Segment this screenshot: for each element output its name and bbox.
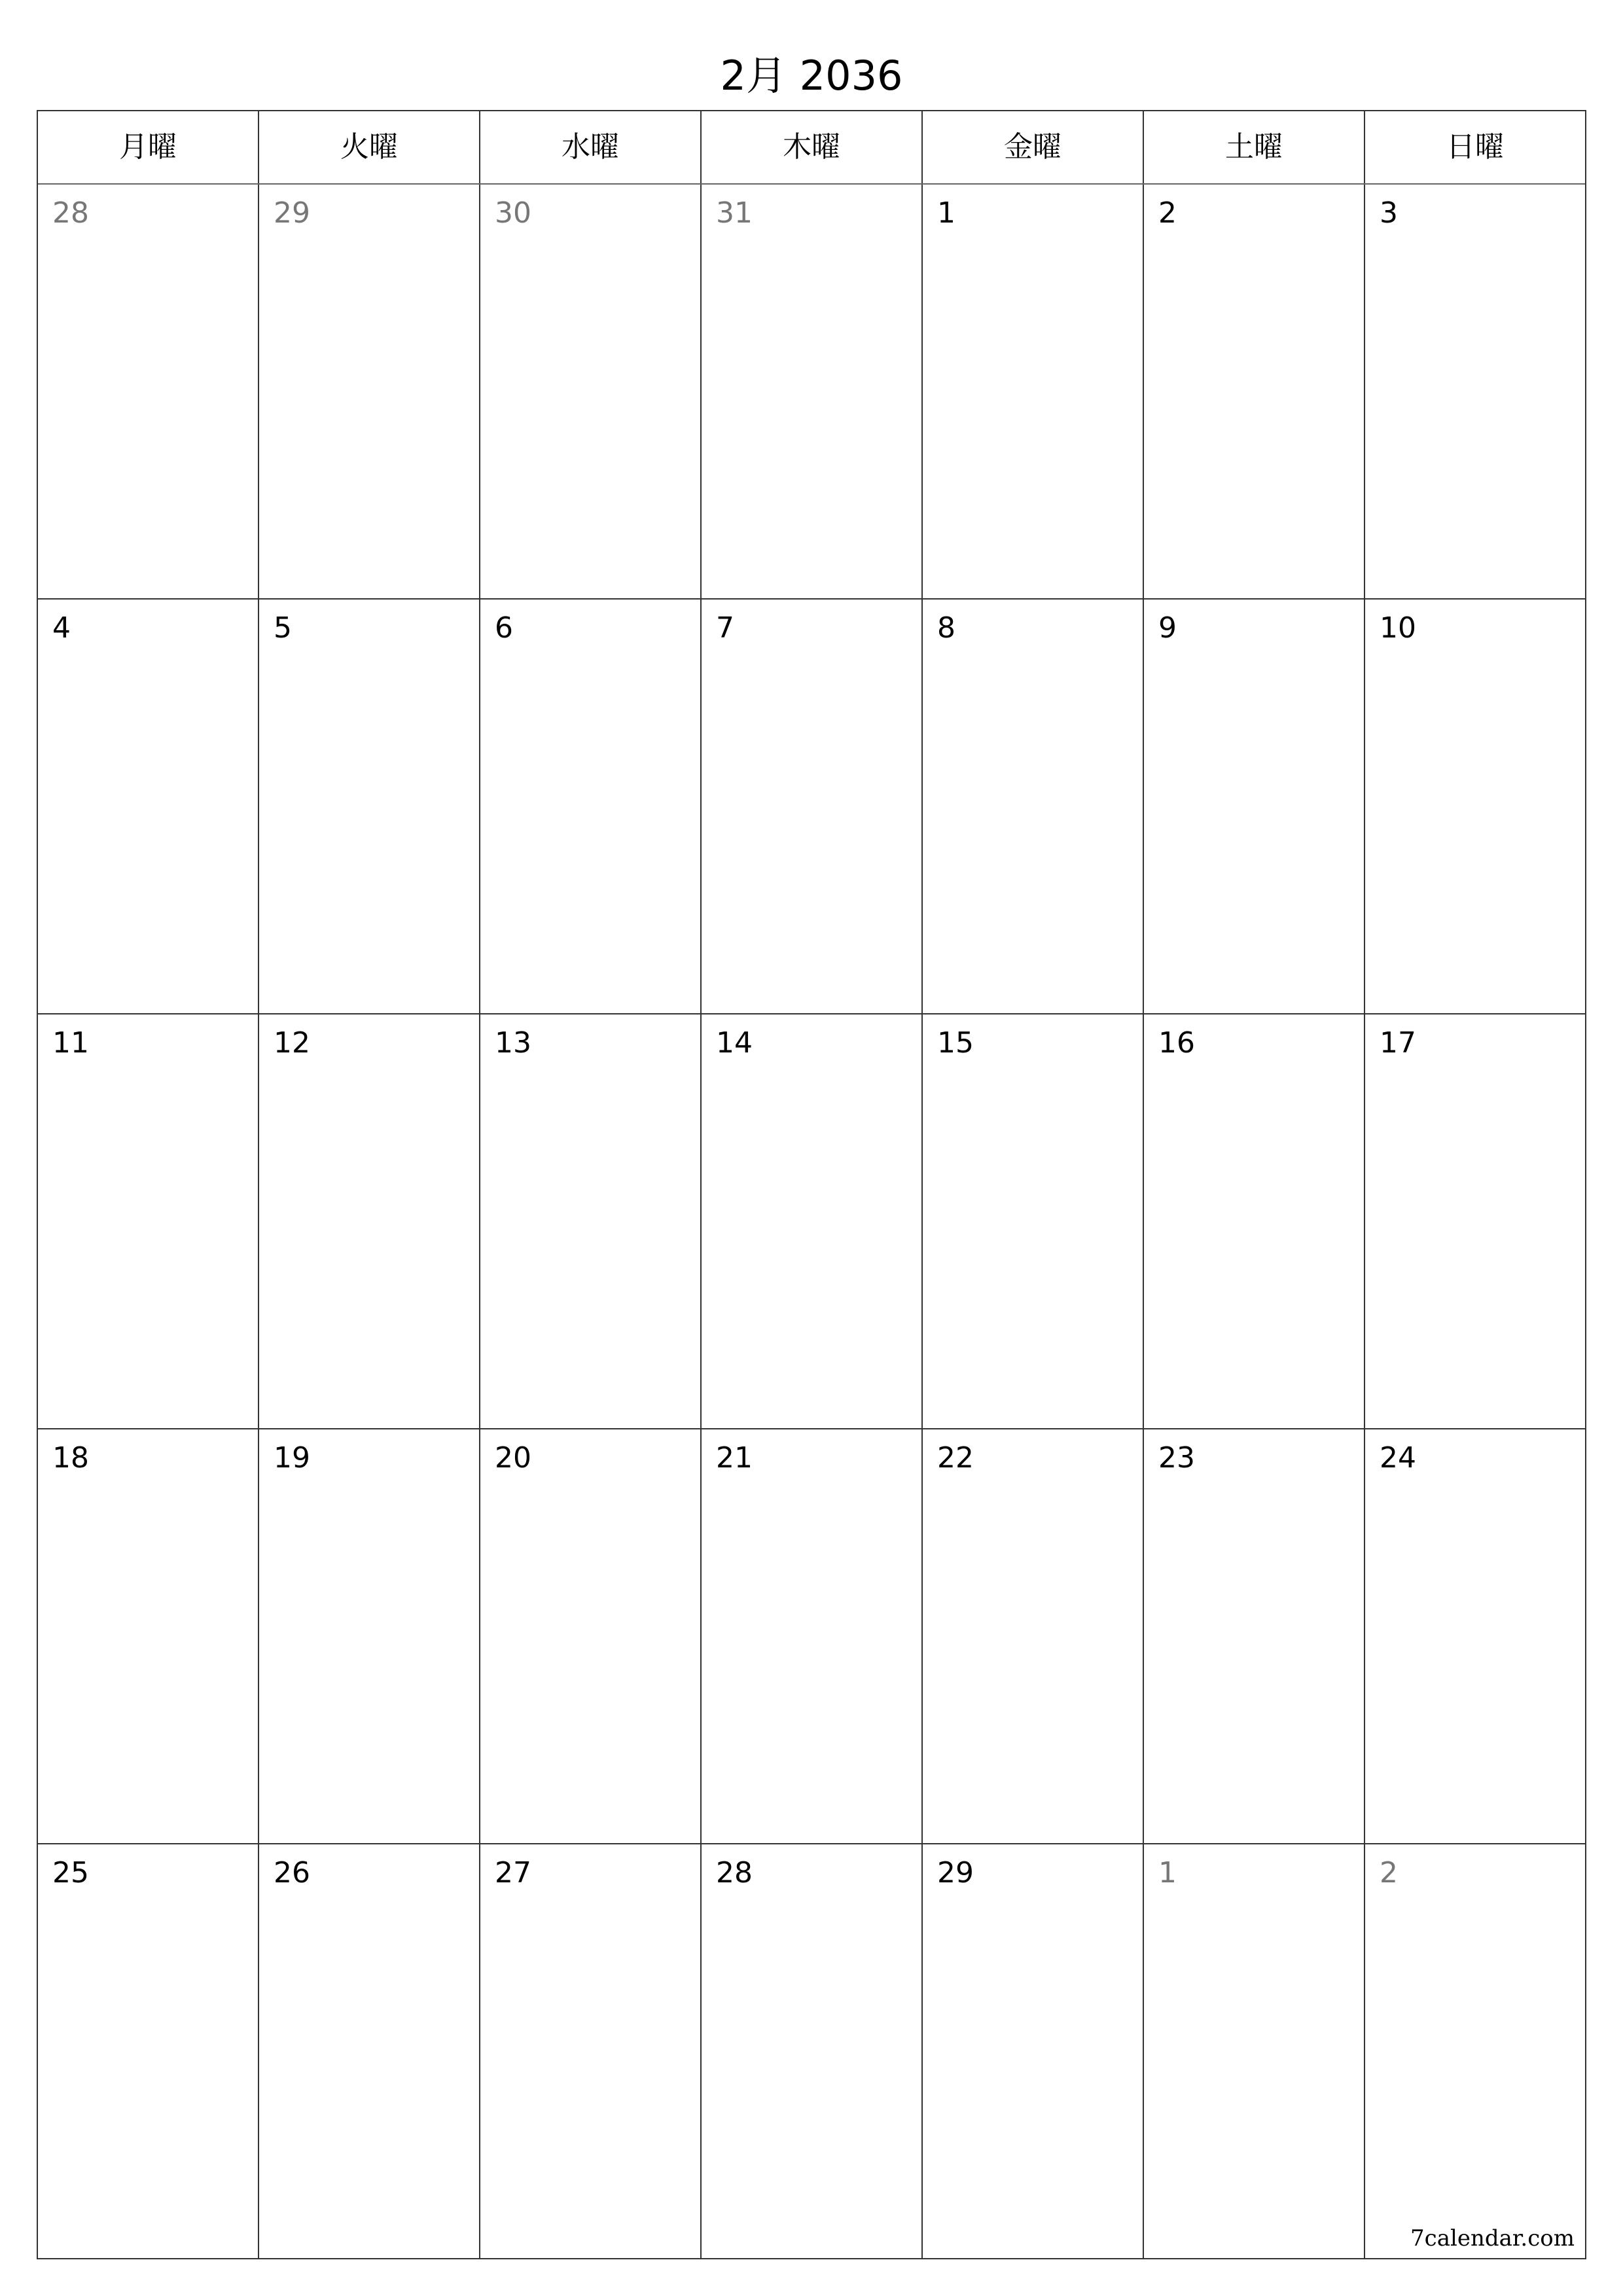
day-number: 3 (1380, 196, 1398, 230)
weekday-wed: 水曜 (480, 111, 702, 183)
day-number: 22 (937, 1441, 974, 1475)
day-number: 25 (52, 1856, 89, 1890)
day-number: 7 (716, 611, 734, 645)
day-number: 14 (716, 1026, 753, 1060)
day-cell[interactable] (38, 1844, 259, 2258)
day-cell[interactable] (702, 600, 923, 1013)
day-number: 9 (1158, 611, 1177, 645)
week-row (38, 1014, 1585, 1429)
day-cell-other-month[interactable] (480, 185, 702, 598)
weekday-header (38, 111, 1585, 185)
day-number: 2 (1380, 1856, 1398, 1890)
day-number: 2 (1158, 196, 1177, 230)
day-number: 29 (274, 196, 310, 230)
day-cell[interactable] (923, 1429, 1144, 1843)
day-cell[interactable] (1365, 1014, 1585, 1428)
day-cell-other-month[interactable] (1144, 1844, 1365, 2258)
day-number: 12 (274, 1026, 310, 1060)
day-cell[interactable] (923, 600, 1144, 1013)
day-number: 8 (937, 611, 955, 645)
day-cell[interactable] (702, 1014, 923, 1428)
day-cell[interactable] (259, 600, 480, 1013)
week-row (38, 1844, 1585, 2258)
weekday-fri: 金曜 (923, 111, 1144, 183)
day-cell[interactable] (923, 1014, 1144, 1428)
day-cell[interactable] (480, 1429, 702, 1843)
day-cell-other-month[interactable] (38, 185, 259, 598)
week-row (38, 185, 1585, 600)
day-cell[interactable] (1365, 600, 1585, 1013)
day-number: 30 (495, 196, 531, 230)
day-cell[interactable] (1365, 185, 1585, 598)
day-cell[interactable] (702, 1429, 923, 1843)
weekday-mon: 月曜 (38, 111, 259, 183)
day-cell[interactable] (1144, 1014, 1365, 1428)
day-number: 31 (716, 196, 753, 230)
day-number: 4 (52, 611, 71, 645)
day-number: 28 (52, 196, 89, 230)
day-cell[interactable] (38, 1014, 259, 1428)
day-cell-other-month[interactable] (259, 185, 480, 598)
day-number: 1 (937, 196, 955, 230)
weekday-sat: 土曜 (1144, 111, 1365, 183)
week-row (38, 600, 1585, 1014)
day-number: 24 (1380, 1441, 1416, 1475)
day-number: 10 (1380, 611, 1416, 645)
day-cell[interactable] (38, 600, 259, 1013)
day-number: 26 (274, 1856, 310, 1890)
day-cell[interactable] (923, 1844, 1144, 2258)
day-number: 1 (1158, 1856, 1177, 1890)
day-cell[interactable] (1144, 1429, 1365, 1843)
day-cell[interactable] (1365, 1429, 1585, 1843)
day-cell[interactable] (480, 600, 702, 1013)
day-cell[interactable] (259, 1844, 480, 2258)
day-number: 18 (52, 1441, 89, 1475)
day-number: 28 (716, 1856, 753, 1890)
day-cell[interactable] (1144, 600, 1365, 1013)
day-number: 29 (937, 1856, 974, 1890)
weekday-thu: 木曜 (702, 111, 923, 183)
calendar-title: 2月 2036 (720, 52, 903, 99)
weekday-sun: 日曜 (1446, 130, 1504, 164)
day-cell[interactable] (38, 1429, 259, 1843)
day-cell-other-month[interactable] (702, 185, 923, 598)
day-number: 16 (1158, 1026, 1195, 1060)
footer-brand: 7calendar.com (1410, 2225, 1575, 2251)
calendar-grid (37, 110, 1586, 2259)
day-cell[interactable] (480, 1844, 702, 2258)
weeks-container (38, 185, 1585, 2258)
day-number: 20 (495, 1441, 531, 1475)
day-number: 21 (716, 1441, 753, 1475)
day-number: 17 (1380, 1026, 1416, 1060)
day-number: 23 (1158, 1441, 1195, 1475)
day-cell[interactable] (259, 1429, 480, 1843)
day-number: 6 (495, 611, 513, 645)
day-cell[interactable] (259, 1014, 480, 1428)
day-number: 13 (495, 1026, 531, 1060)
day-cell[interactable] (1144, 185, 1365, 598)
day-cell-other-month[interactable] (1365, 1844, 1585, 2258)
week-row (38, 1429, 1585, 1844)
day-cell[interactable] (702, 1844, 923, 2258)
day-cell[interactable] (923, 185, 1144, 598)
day-number: 19 (274, 1441, 310, 1475)
weekday-tue: 火曜 (259, 111, 480, 183)
day-number: 27 (495, 1856, 531, 1890)
day-number: 5 (274, 611, 292, 645)
day-number: 15 (937, 1026, 974, 1060)
day-cell[interactable] (480, 1014, 702, 1428)
day-number: 11 (52, 1026, 89, 1060)
